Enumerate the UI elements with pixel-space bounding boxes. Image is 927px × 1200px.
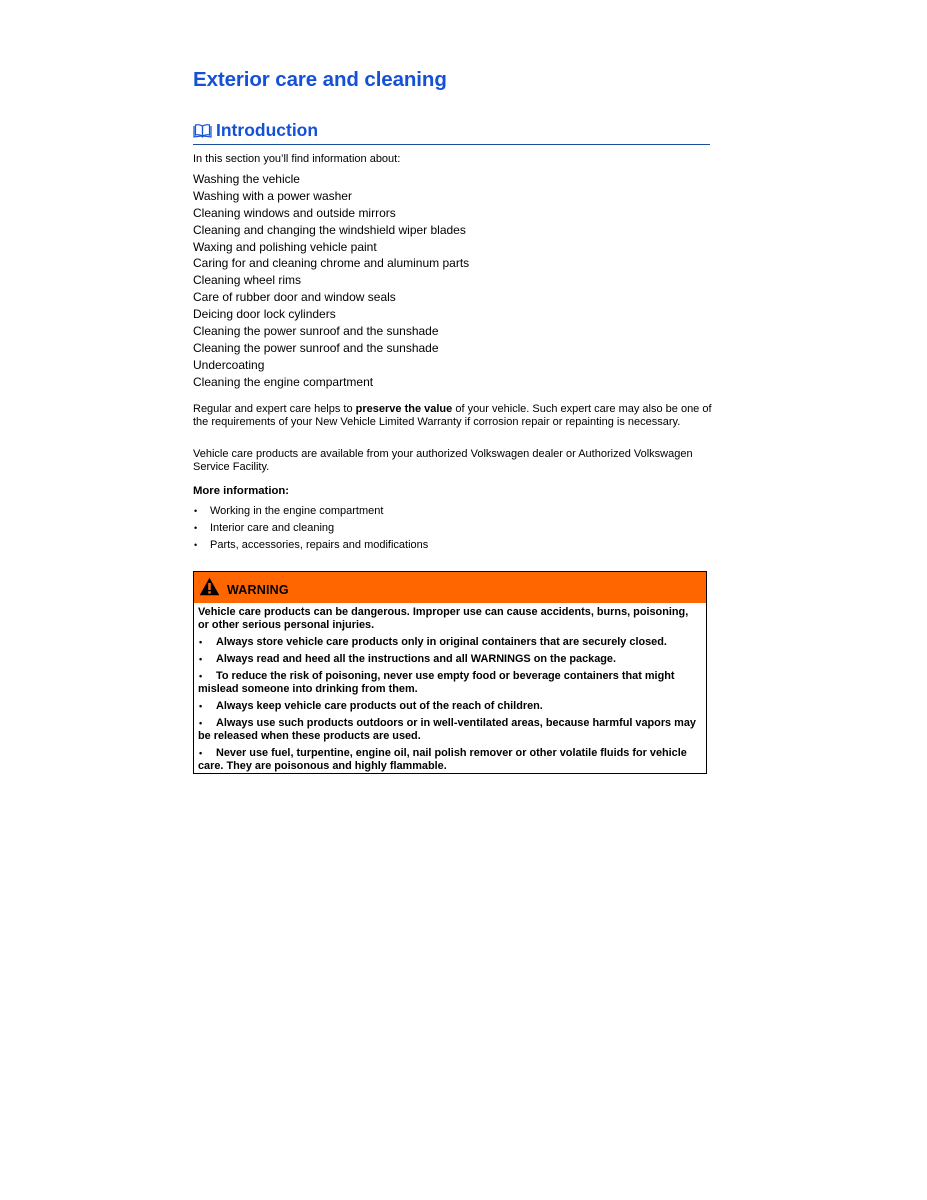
warning-item (198, 653, 702, 666)
section-title: Introduction (216, 120, 319, 140)
topic-item: Care of rubber door and window seals (193, 290, 396, 305)
bullet-icon: • (194, 506, 198, 516)
warning-box (193, 571, 707, 774)
topic-item: Caring for and cleaning chrome and aluminum parts (193, 256, 470, 271)
bullet-icon: • (194, 540, 198, 551)
warning-item-text: Always use such products outdoors or in well-ventilated areas, because harmful vapors may be released when these products are used. (198, 716, 696, 742)
topic-item: Cleaning the power sunroof and the sunshade (193, 340, 439, 355)
topic-item: Cleaning the engine compartment (193, 374, 374, 389)
topic-item: Deicing door lock cylinders (193, 307, 336, 322)
page-title: Exterior care and cleaning (193, 68, 447, 91)
section-header (193, 120, 710, 145)
more-info-item[interactable] (193, 504, 428, 521)
warning-item-text: To reduce the risk of poisoning, never use empty food or beverage containers that might mislead someone into drinking from them. (198, 669, 675, 695)
products-paragraph: Vehicle care products are available from your authorized Volkswagen dealer or Authorized Volkswagen Service Facility. (193, 448, 693, 474)
warning-label: WARNING (227, 583, 289, 597)
warning-item-text: Always read and heed all the instructions and all WARNINGS on the package. (216, 652, 617, 665)
bullet-icon: • (194, 523, 198, 534)
more-info-list (193, 504, 428, 556)
more-info-item-label: Working in the engine compartment (210, 505, 384, 517)
more-info-heading: More information: (193, 485, 290, 497)
care-paragraph (193, 403, 713, 430)
topic-item: Cleaning the power sunroof and the sunshade (193, 324, 439, 339)
warning-item (198, 670, 702, 697)
bullet-icon: • (199, 653, 203, 664)
intro-text: In this section you’ll find information about: (193, 153, 401, 165)
more-info-item[interactable] (193, 521, 428, 538)
more-info-item[interactable] (193, 538, 428, 555)
more-info-item-label: Interior care and cleaning (210, 522, 335, 535)
topic-item: Cleaning windows and outside mirrors (193, 205, 396, 220)
bullet-icon: • (199, 717, 203, 728)
care-paragraph-start: Regular and expert care helps to (193, 403, 356, 415)
care-paragraph-end: of your vehicle. Such expert care may also be one of the requirements of your New Vehicle Limited Warranty if corrosion repair or repainting is necessary. (193, 403, 712, 429)
warning-triangle-icon (199, 577, 220, 596)
topic-item: Waxing and polishing vehicle paint (193, 239, 377, 254)
bullet-icon: • (199, 747, 203, 758)
bullet-icon: • (199, 670, 203, 681)
care-paragraph-emphasis: preserve the value (355, 403, 453, 415)
topic-item: Undercoating (193, 357, 265, 372)
warning-item-text: Always keep vehicle care products out of the reach of children. (216, 699, 543, 712)
topic-list (193, 171, 469, 391)
warning-intro: Vehicle care products can be dangerous. Improper use can cause accidents, burns, poisoning, or other serious personal injuries. (198, 606, 689, 632)
warning-item (198, 700, 702, 713)
topic-item: Cleaning wheel rims (193, 273, 302, 288)
more-info-item-label: Parts, accessories, repairs and modifications (210, 539, 429, 552)
topic-item: Cleaning and changing the windshield wiper blades (193, 222, 466, 237)
warning-body (194, 603, 706, 773)
warning-item (198, 636, 702, 649)
warning-item (198, 717, 702, 744)
warning-header (194, 572, 706, 603)
topic-item: Washing with a power washer (193, 188, 352, 203)
warning-item (198, 747, 702, 774)
bullet-icon: • (199, 637, 203, 648)
bullet-icon: • (199, 700, 203, 711)
book-icon (193, 124, 212, 138)
topic-item: Washing the vehicle (193, 172, 300, 186)
warning-item-text: Never use fuel, turpentine, engine oil, nail polish remover or other volatile fluids for vehicle care. They are poisonous and highly flammable. (198, 746, 687, 772)
warning-item-text: Always store vehicle care products only in original containers that are securely closed. (216, 636, 667, 649)
